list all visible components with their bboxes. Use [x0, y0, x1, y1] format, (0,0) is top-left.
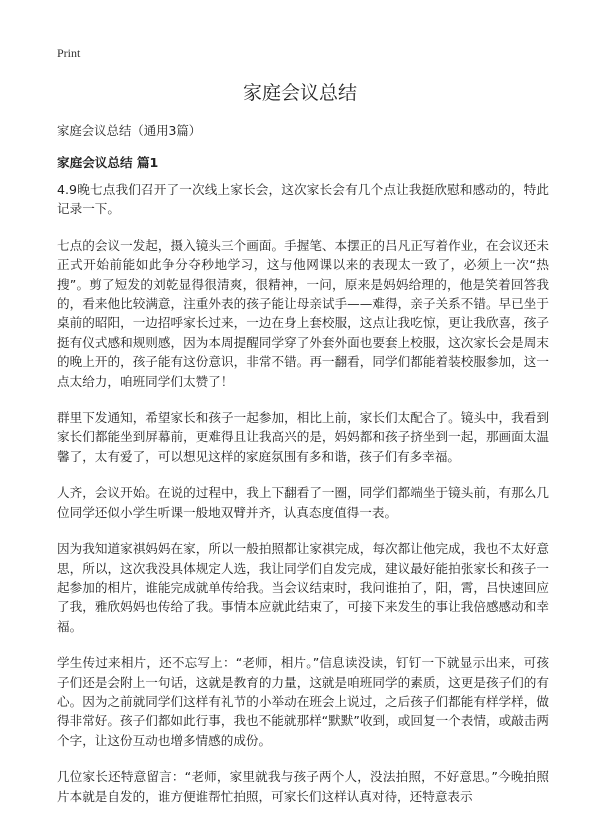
paragraph: 学生传过来相片，还不忘写上：“老师，相片。”信息读没读，钉钉一下就显示出来，可孩子们还是会附上一句话，这就是教育的力量，这就是咱班同学的素质，这更是孩子们的有心。因为之前就同学们这样有礼节的小举动在班会上说过，之后孩子们都能有样学样，做得非常好。孩子们都如此行事，我也不能就那样“默默”收到，或回复一个表情，或敲击两个字，让这份互动也增多情感的成份。 — [57, 655, 549, 748]
print-link[interactable]: Print — [57, 46, 81, 60]
paragraph: 人齐，会议开始。在说的过程中，我上下翻看了一圈，同学们都端坐于镜头前，有那么几位同学还似小学生听课一般地双臂并齐，认真态度值得一表。 — [57, 485, 549, 520]
paragraph: 群里下发通知，希望家长和孩子一起参加，相比上前，家长们太配合了。镜头中，我看到家长们都能坐到屏幕前，更难得且让我高兴的是，妈妈都和孩子挤坐到一起，那画面太温馨了，太有爱了，可以想见这样的家庭氛围有多和谐，孩子们有多幸福。 — [57, 410, 549, 464]
paragraph: 七点的会议一发起，摄入镜头三个画面。手握笔、本摆正的吕凡正写着作业，在会议还未正式开始前能如此争分夺秒地学习，这与他网课以来的表现太一致了，必须上一次“热搜”。剪了短发的刘乾显得很清爽，很精神，一问，原来是妈妈给理的，他是笑着回答我的，看来他比较满意，注重外表的孩子能让母亲试手——难得，亲子关系不错。早已坐于桌前的昭阳，一边招呼家长过来，一边在身上套校服，这点让我吃惊，更让我欣喜，孩子挺有仪式感和规则感，因为本周提醒同学穿了外套外面也要套上校服，这次家长会是周末的晚上开的，孩子能有这份意识，非常不错。再一翻看，同学们都能着装校服参加，这一点太给力，咱班同学们太赞了！ — [57, 237, 549, 389]
document-subtitle: 家庭会议总结（通用3篇） — [57, 123, 202, 138]
section-heading: 家庭会议总结 篇1 — [57, 155, 159, 170]
paragraph: 4.9晚七点我们召开了一次线上家长会，这次家长会有几个点让我挺欣慰和感动的，特此记录一下。 — [57, 182, 549, 217]
paragraph: 几位家长还特意留言：“老师，家里就我与孩子两个人，没法拍照，不好意思。”今晚拍照片本就是自发的，谁方便谁帮忙拍照，可家长们这样认真对待，还特意表示 — [57, 769, 549, 804]
page-title: 家庭会议总结 — [242, 82, 357, 104]
paragraph: 因为我知道家祺妈妈在家，所以一般拍照都让家祺完成，每次都让他完成，我也不太好意思，所以，这次我没具体规定人选，我让同学们自发完成，建议最好能拍张家长和孩子一起参加的相片，谁能完成就单传给我。当会议结束时，我问谁拍了，阳，霄，吕快速回应了我，雅欣妈妈也传给了我。事情本应就此结束了，可接下来发生的事让我倍感感动和幸福。 — [57, 541, 549, 634]
article-body — [57, 180, 549, 823]
